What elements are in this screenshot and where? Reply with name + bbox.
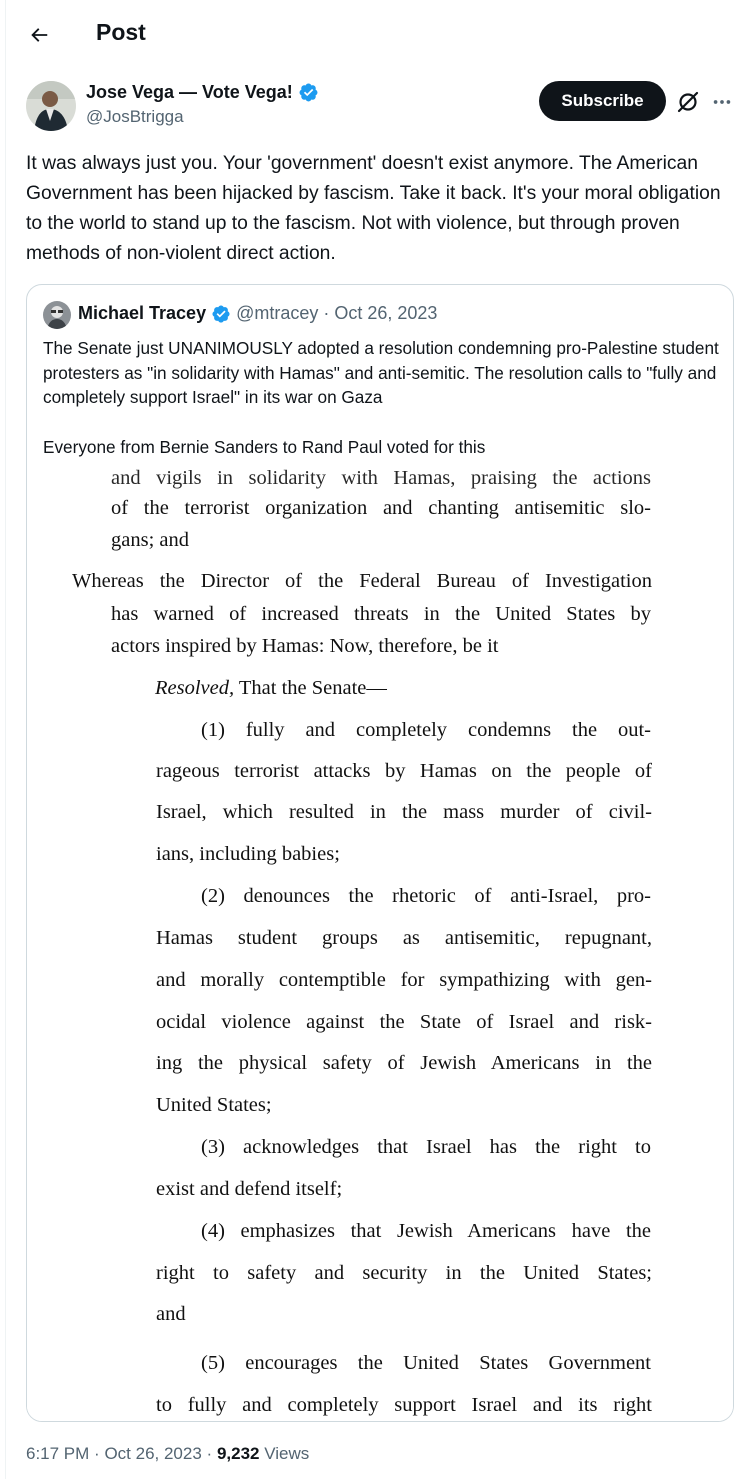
quoted-post-text: [43, 336, 723, 459]
document-line: ocidal violence against the State of Israel and risk-: [156, 1011, 652, 1033]
page-title: Post: [96, 19, 146, 45]
more-horizontal-icon: [711, 91, 733, 113]
quoted-post-paragraph: The Senate just UNANIMOUSLY adopted a resolution condemning pro-Palestine student protesters as "in solidarity with Hamas" and anti-semitic. The resolution calls to "fully and completely support Israel" in its war on Gaza: [43, 338, 719, 407]
quoted-author-handle: @mtracey: [236, 303, 319, 323]
quoted-post-date[interactable]: Oct 26, 2023: [334, 303, 438, 323]
separator-dot: ·: [94, 1444, 100, 1463]
document-line: (5) encourages the United States Government: [201, 1352, 651, 1374]
document-line: rageous terrorist attacks by Hamas on the people of: [156, 760, 652, 782]
post-date[interactable]: Oct 26, 2023: [104, 1444, 202, 1463]
post-metadata: [26, 1444, 309, 1464]
document-line: ians, including babies;: [156, 843, 340, 865]
document-image[interactable]: [27, 467, 733, 1421]
document-line: of the terrorist organization and chanting antisemitic slo-: [111, 497, 651, 519]
document-line: exist and defend itself;: [156, 1178, 343, 1200]
back-button[interactable]: [20, 16, 58, 54]
quoted-post-paragraph: Everyone from Bernie Sanders to Rand Paul voted for this: [43, 436, 486, 457]
post-header: [0, 0, 744, 68]
document-line: and morally contemptible for sympathizing with gen-: [156, 969, 652, 991]
document-line: actors inspired by Hamas: Now, therefore, be it: [111, 635, 499, 657]
document-line: right to safety and security in the United States;: [156, 1262, 652, 1284]
subscribe-button[interactable]: Subscribe: [539, 81, 666, 121]
grok-icon: [676, 90, 700, 114]
arrow-left-icon: [28, 24, 50, 46]
author-handle[interactable]: @JosBtrigga: [86, 107, 184, 126]
views-count: 9,232: [216, 1444, 260, 1463]
views-label: Views: [264, 1444, 310, 1463]
verified-badge-icon: [298, 82, 319, 103]
document-line: Israel, which resulted in the mass murder of civil-: [156, 801, 652, 823]
resolved-word: Resolved,: [155, 677, 235, 699]
quoted-author-name[interactable]: Michael Tracey: [78, 303, 207, 323]
author-avatar[interactable]: [26, 81, 76, 131]
document-line: United States;: [156, 1094, 272, 1116]
document-line: to fully and completely support Israel and its right: [156, 1394, 652, 1416]
author-name[interactable]: Jose Vega — Vote Vega!: [86, 82, 293, 102]
document-line: (2) denounces the rhetoric of anti-Israel, pro-: [201, 885, 651, 907]
document-line: and vigils in solidarity with Hamas, praising the actions: [111, 467, 651, 489]
post-text: It was always just you. Your 'government' doesn't exist anymore. The American Government has been hijacked by fascism. Take it back. It's your moral obligation to the world to stand up to the fascism. Not with violence, but through proven methods of non-violent direct action.: [26, 153, 721, 264]
grok-button[interactable]: [674, 88, 702, 116]
document-line: Whereas the Director of the Federal Bureau of Investigation: [72, 570, 652, 592]
column-divider: [5, 0, 6, 1479]
document-line: has warned of increased threats in the United States by: [111, 603, 651, 625]
post-time[interactable]: 6:17 PM: [26, 1444, 90, 1463]
separator-dot: ·: [206, 1444, 213, 1463]
quoted-post-card[interactable]: [26, 284, 734, 1422]
separator-dot: ·: [323, 303, 330, 323]
document-line: ing the physical safety of Jewish Americans in the: [156, 1052, 652, 1074]
document-line: Hamas student groups as antisemitic, repugnant,: [156, 927, 652, 949]
document-line: (3) acknowledges that Israel has the right to: [201, 1136, 651, 1158]
verified-badge-icon: [211, 304, 231, 324]
resolved-clause: That the Senate—: [238, 677, 387, 699]
quoted-author-meta: [78, 303, 437, 324]
author-name-row: [86, 82, 319, 103]
document-line: (4) emphasizes that Jewish Americans have the: [201, 1220, 651, 1242]
document-line: and: [156, 1303, 186, 1325]
more-options-button[interactable]: [708, 88, 736, 116]
document-line: [155, 677, 387, 700]
document-line: gans; and: [111, 529, 189, 551]
quoted-author-avatar[interactable]: [43, 301, 71, 329]
document-line: (1) fully and completely condemns the out-: [201, 719, 651, 741]
